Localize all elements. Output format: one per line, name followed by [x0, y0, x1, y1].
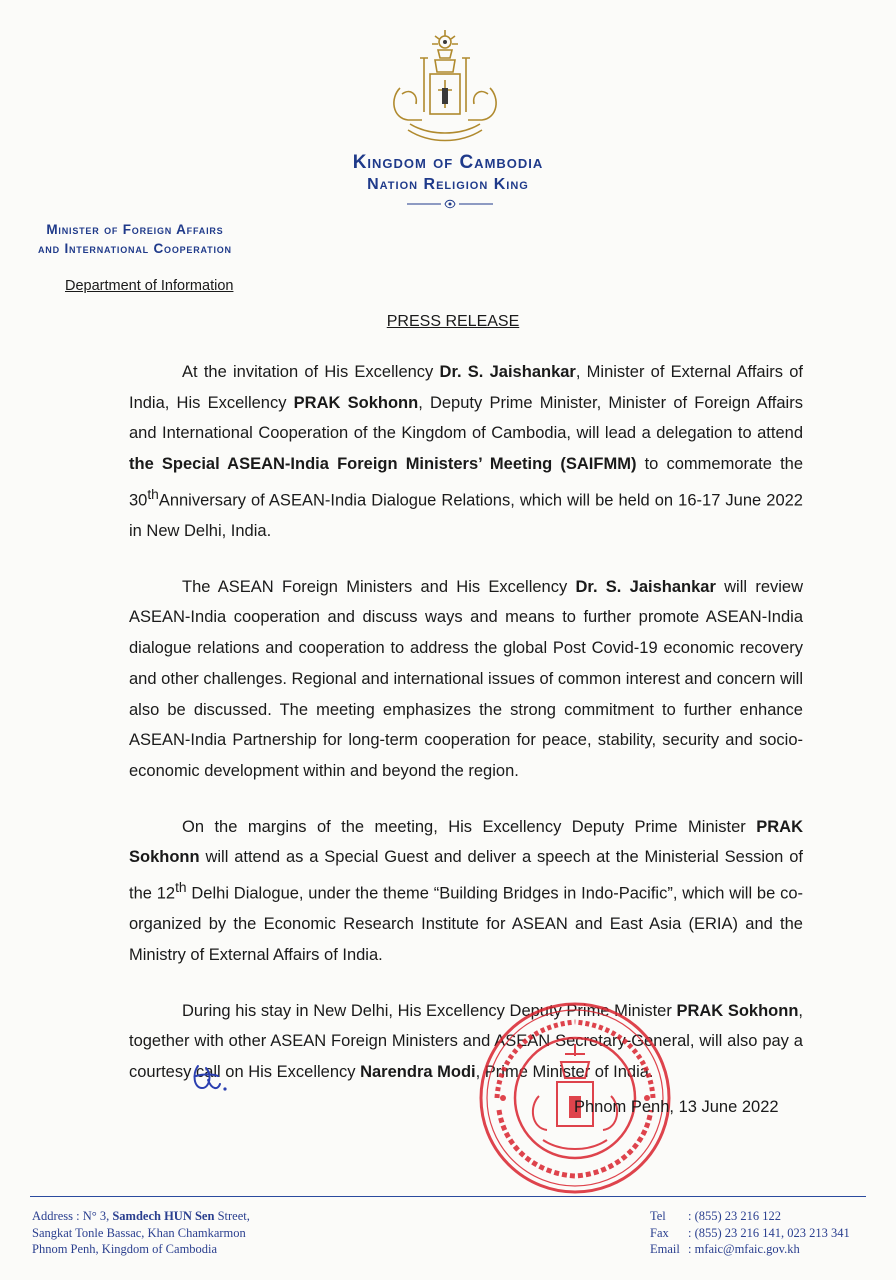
text-run: will attend as a Special Guest and deliver a speech at the Ministerial Session of the 12 — [129, 848, 803, 903]
divider-ornament — [405, 198, 495, 210]
tel-row — [650, 1208, 850, 1225]
footer-divider — [30, 1196, 866, 1197]
bold-run: Dr. S. Jaishankar — [575, 577, 716, 596]
text-run: Address : N° 3, — [32, 1209, 113, 1223]
ministry-line-1: Minister of Foreign Affairs — [46, 222, 224, 237]
handwritten-initial — [190, 1060, 230, 1096]
department-label: Department of Information — [65, 278, 234, 294]
place-and-date: Phnom Penh, 13 June 2022 — [574, 1098, 779, 1116]
ministry-name — [38, 220, 232, 258]
text-run: , Minister of External Affairs of India, His Excellency — [129, 363, 803, 412]
superscript: th — [175, 880, 187, 896]
fax-row — [650, 1225, 850, 1242]
bold-run: the Special ASEAN-India Foreign Ministers’ Meeting (SAIFMM) — [129, 455, 637, 474]
text-run: During his stay in New Delhi, His Excellency Deputy Prime Minister — [182, 1001, 677, 1020]
address-line-2: Sangkat Tonle Bassac, Khan Chamkarmon — [32, 1225, 246, 1240]
address-line-1 — [32, 1208, 250, 1225]
text-run: Street, — [214, 1209, 250, 1223]
text-run: , together with other ASEAN Foreign Ministers and ASEAN Secretary-General, will also pay a courtesy call on His Excellency — [129, 1001, 803, 1082]
paragraph-1 — [129, 357, 803, 547]
national-motto: Nation Religion King — [367, 176, 529, 193]
fax-value: : (855) 23 216 141, 023 213 341 — [688, 1225, 850, 1240]
bold-run: Samdech HUN Sen — [112, 1209, 215, 1223]
footer-address — [32, 1208, 250, 1258]
bold-run: PRAK Sokhonn — [129, 817, 803, 867]
ministry-line-2: and International Cooperation — [38, 241, 232, 256]
footer-contact — [650, 1208, 850, 1258]
royal-crest-emblem — [380, 28, 510, 148]
email-value: : mfaic@mfaic.gov.kh — [688, 1242, 800, 1256]
paragraph-4 — [129, 996, 803, 1088]
paragraph-3 — [129, 812, 803, 971]
text-run: At the invitation of His Excellency — [182, 363, 440, 381]
press-release-body — [129, 357, 803, 1088]
text-run: The ASEAN Foreign Ministers and His Excellency — [182, 577, 576, 596]
document-title: PRESS RELEASE — [386, 313, 520, 330]
kingdom-title: Kingdom of Cambodia — [352, 152, 544, 173]
bold-run: PRAK Sokhonn — [293, 393, 419, 412]
email-label: Email — [650, 1242, 680, 1256]
text-run: Delhi Dialogue, under the theme “Building Bridges in Indo-Pacific”, which will be co-organized by the Economic Research Institute for ASEAN and East Asia (ERIA) and the Ministry of External Affairs of India. — [129, 884, 804, 964]
bold-run: PRAK Sokhonn — [676, 1001, 799, 1020]
paragraph-2 — [129, 572, 803, 787]
text-run: , Prime Minister of India. — [475, 1063, 654, 1082]
text-run: , Deputy Prime Minister, Minister of Foreign Affairs and International Cooperation of the Kingdom of Cambodia, will lead a delegation to attend — [129, 393, 803, 443]
address-line-3: Phnom Penh, Kingdom of Cambodia — [32, 1242, 218, 1256]
email-row — [650, 1241, 850, 1258]
tel-label: Tel — [650, 1209, 666, 1223]
tel-value: : (855) 23 216 122 — [688, 1209, 782, 1223]
text-run: Anniversary of ASEAN-India Dialogue Relations, which will be held on 16-17 June 2022 in New Delhi, India. — [129, 491, 803, 541]
text-run: On the margins of the meeting, His Excellency Deputy Prime Minister — [182, 817, 757, 836]
superscript: th — [147, 486, 159, 502]
fax-label: Fax — [650, 1225, 669, 1240]
text-run: will review ASEAN-India cooperation and discuss ways and means to further promote ASEAN-India dialogue relations and cooperation to address the global Post Covid-19 economic recovery and other challenges. Regional and international issues of common interest and concern will also be discussed. The meeting emphasizes the strong commitment to further enhance ASEAN-India Partnership for long-term cooperation for peace, stability, security and socio-economic development within and beyond the region. — [129, 577, 803, 780]
bold-run: Dr. S. Jaishankar — [439, 363, 576, 381]
bold-run: Narendra Modi — [360, 1063, 476, 1082]
text-run: to commemorate the 30 — [129, 455, 804, 510]
